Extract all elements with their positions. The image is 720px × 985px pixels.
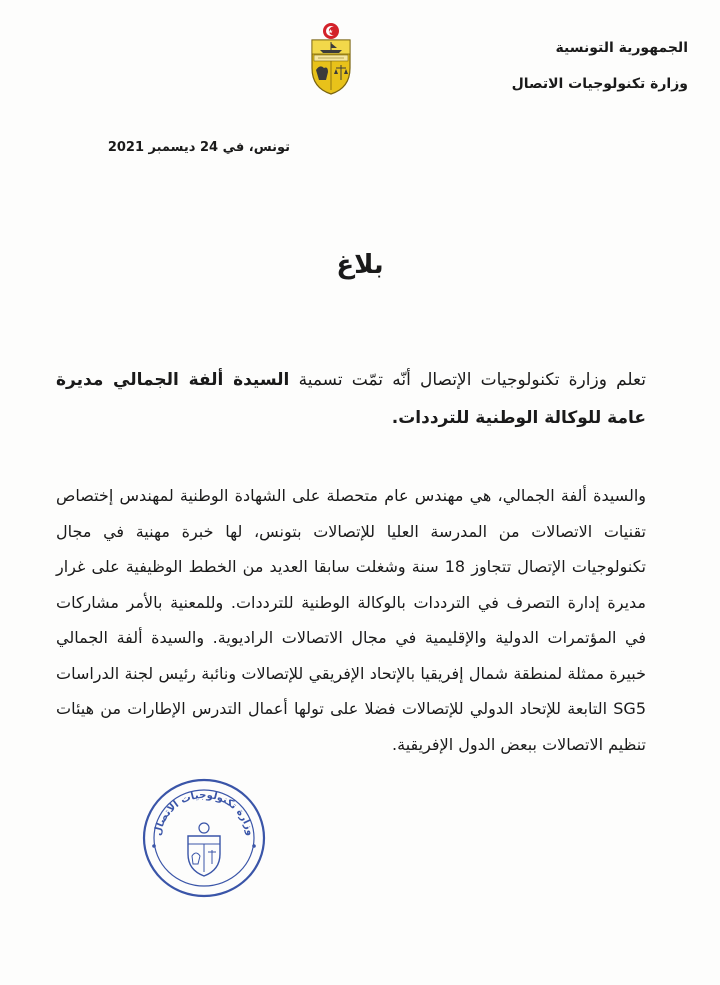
letterhead [468,40,688,92]
announcement-prefix: تعلم وزارة تكنولوجيات الإتصال أنّه تمّت تسمية [289,370,646,390]
coat-of-arms-emblem [306,22,356,96]
ministry-label: وزارة تكنولوجيات الاتصال [511,76,688,92]
biography-paragraph: والسيدة ألفة الجمالي، هي مهندس عام متحصلة على الشهادة الوطنية لمهندس إختصاص تقنيات الاتصالات من المدرسة العليا للإتصالات بتونس، لها خبرة مهنية في مجال تكنولوجيات الإتصال تتجاوز 18 سنة وشغلت سابقا العديد من الخطط الوظيفية على غرار مديرة إدارة التصرف في الترددات بالوكالة الوطنية للترددات. وللمعنية بالأمر مشاركات في المؤتمرات الدولية والإقليمية في مجال الاتصالات الراديوية. والسيدة ألفة الجمالي خبيرة ممثلة لمنطقة شمال إفريقيا بالإتحاد الإفريقي للإتصالات ونائبة رئيس لجنة الدراسات SG5 التابعة للإتحاد الدولي للإتصالات فضلا على تولها أعمال التدرس الإطارات من هيئات تنظيم الاتصالات ببعض الدول الإفريقية. [56,486,646,754]
date-line: تونس، في 24 ديسمبر 2021 [107,140,290,155]
document-title: بلاغ [336,250,384,280]
announcement-paragraph [56,361,646,437]
official-stamp [140,776,268,900]
stamp-text: وزارة تكنولوجيات الاتصال [152,789,256,837]
svg-text:وزارة تكنولوجيات الاتصال [152,790,255,837]
announcement-bold: السيدة ألفة الجمالي مديرة عامة للوكالة الوطنية للترددات. [56,370,646,428]
republic-label: الجمهورية التونسية [555,40,688,56]
